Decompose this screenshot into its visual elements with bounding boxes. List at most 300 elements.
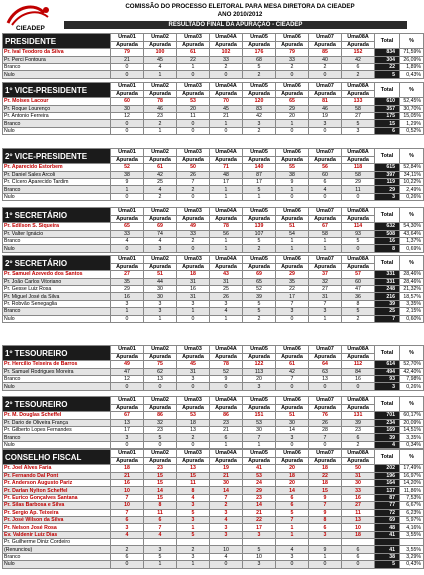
vote-cell: 45 [144, 56, 177, 63]
candidate-name: Pr. Cícero Aparecido Tardim [3, 178, 111, 185]
vote-cell: 81 [309, 98, 342, 105]
percent-cell: 52,84% [400, 164, 424, 171]
total-cell: 202 [375, 465, 400, 472]
vote-cell: 6 [276, 502, 309, 509]
vote-cell: 22 [309, 472, 342, 479]
vote-cell: 5 [243, 186, 276, 193]
vote-cell: 7 [243, 434, 276, 441]
table-row [3, 441, 424, 448]
column-header: Uma04A [210, 346, 243, 354]
vote-cell: 1 [111, 186, 144, 193]
table-row [3, 315, 424, 322]
vote-cell: 2 [243, 315, 276, 322]
candidate-name: Nulo [3, 245, 111, 252]
column-header: Uma08A [342, 83, 375, 91]
vote-cell: 14 [210, 487, 243, 494]
vote-cell: 0 [144, 441, 177, 448]
column-header: Uma01 [111, 397, 144, 405]
percent-cell: 4,16% [400, 524, 424, 531]
vote-cell: 15 [144, 479, 177, 486]
total-cell: 77 [375, 502, 400, 509]
table-row [3, 56, 424, 63]
candidate-name: Nulo [3, 71, 111, 78]
vote-cell: 21 [243, 509, 276, 516]
column-header: Uma07 [309, 397, 342, 405]
vote-cell: 11 [342, 509, 375, 516]
vote-cell: 0 [276, 127, 309, 134]
vote-cell: 33 [111, 230, 144, 237]
candidate-name: Branco [3, 375, 111, 382]
column-header: Uma01 [111, 450, 144, 458]
vote-cell: 67 [111, 412, 144, 419]
vote-cell: 33 [276, 56, 309, 63]
vote-cell: 4 [111, 237, 144, 244]
candidate-name: Pr. Samuel Azevedo dos Santos [3, 271, 111, 278]
vote-cell: 30 [144, 285, 177, 292]
column-header: Uma06 [276, 256, 309, 264]
vote-cell: 18 [309, 479, 342, 486]
vote-cell: 15 [309, 487, 342, 494]
vote-cell: 64 [309, 361, 342, 368]
vote-cell: 6 [342, 553, 375, 560]
total-cell: 7 [375, 315, 400, 322]
vote-cell: 1 [309, 553, 342, 560]
total-cell: 164 [375, 479, 400, 486]
total-cell: 701 [375, 412, 400, 419]
candidate-name: Nulo [3, 193, 111, 200]
vote-cell: 107 [243, 230, 276, 237]
total-cell: 508 [375, 230, 400, 237]
vote-cell: 102 [210, 49, 243, 56]
column-header: Uma03 [177, 208, 210, 216]
vote-cell: 7 [177, 178, 210, 185]
vote-cell [243, 539, 276, 546]
candidate-name: Pr. Anderson Augusto Pariz [3, 479, 111, 486]
vote-cell: 57 [342, 271, 375, 278]
vote-cell: 58 [342, 171, 375, 178]
vote-cell: 42 [276, 368, 309, 375]
table-row [3, 71, 424, 78]
column-subheader: Apurada [210, 353, 243, 361]
percent-cell: 0,60% [400, 315, 424, 322]
table-row [3, 361, 424, 368]
vote-cell: 35 [111, 278, 144, 285]
vote-cell: 11 [144, 509, 177, 516]
vote-cell: 1 [210, 186, 243, 193]
candidate-name: Branco [3, 237, 111, 244]
percent-cell: 1,29% [400, 120, 424, 127]
table-row [3, 178, 424, 185]
percent-cell: 42,40% [400, 368, 424, 375]
total-cell: 175 [375, 112, 400, 119]
column-header: Uma07 [309, 256, 342, 264]
candidate-name: Ev. Valdenir Luiz Dias [3, 531, 111, 538]
vote-cell: 76 [309, 412, 342, 419]
vote-cell: 0 [309, 193, 342, 200]
column-subheader: Apurada [276, 404, 309, 412]
percent-cell: 0,69% [400, 245, 424, 252]
vote-cell: 75 [144, 361, 177, 368]
vote-cell: 58 [342, 105, 375, 112]
total-cell: 39 [375, 300, 400, 307]
total-cell: 29 [375, 186, 400, 193]
vote-cell: 3 [177, 516, 210, 523]
column-subheader: Apurada [276, 41, 309, 49]
vote-cell: 25 [144, 178, 177, 185]
table-row [3, 494, 424, 501]
vote-cell: 3 [210, 300, 243, 307]
percent-cell: 0,34% [400, 441, 424, 448]
vote-cell: 0 [111, 245, 144, 252]
column-subheader: Apurada [309, 457, 342, 465]
vote-cell: 0 [309, 71, 342, 78]
column-header: Uma02 [144, 34, 177, 42]
percent-cell: 16,97% [400, 472, 424, 479]
column-header: Uma01 [111, 208, 144, 216]
vote-cell: 17 [243, 178, 276, 185]
vote-cell: 14 [276, 487, 309, 494]
total-cell: 41 [375, 531, 400, 538]
percent-cell: 43,64% [400, 230, 424, 237]
vote-cell: 27 [111, 271, 144, 278]
vote-cell: 14 [276, 426, 309, 433]
table-row [3, 487, 424, 494]
vote-cell: 4 [276, 546, 309, 553]
vote-cell: 1 [309, 237, 342, 244]
vote-cell [342, 539, 375, 546]
column-header: Uma05 [243, 83, 276, 91]
vote-cell: 13 [309, 375, 342, 382]
percent-cell: 3,55% [400, 546, 424, 553]
vote-cell: 56 [309, 164, 342, 171]
vote-cell: 1 [177, 63, 210, 70]
column-subheader: Apurada [276, 215, 309, 223]
vote-cell: 65 [276, 98, 309, 105]
vote-cell: 1 [144, 71, 177, 78]
vote-cell: 33 [177, 230, 210, 237]
vote-cell: 48 [210, 171, 243, 178]
percent-cell: 0,52% [400, 127, 424, 134]
column-subheader: Apurada [243, 263, 276, 271]
vote-cell: 17 [243, 524, 276, 531]
total-cell: 5 [375, 71, 400, 78]
total-cell: 494 [375, 368, 400, 375]
vote-cell: 17 [210, 178, 243, 185]
percent-header: % [400, 149, 424, 164]
vote-cell: 5 [243, 237, 276, 244]
column-subheader: Apurada [243, 404, 276, 412]
column-subheader: Apurada [210, 263, 243, 271]
table-row [3, 546, 424, 553]
vote-cell: 120 [243, 98, 276, 105]
candidate-name: Pr. Hercílio Teixeira de Barros [3, 361, 111, 368]
vote-cell: 1 [243, 441, 276, 448]
vote-cell: 13 [177, 426, 210, 433]
total-cell: 119 [375, 178, 400, 185]
vote-cell: 6 [342, 434, 375, 441]
column-subheader: Apurada [243, 41, 276, 49]
vote-cell: 7 [309, 502, 342, 509]
vote-cell: 43 [210, 271, 243, 278]
table-row [3, 112, 424, 119]
column-header: Uma07 [309, 149, 342, 157]
vote-cell: 69 [144, 223, 177, 230]
vote-cell: 31 [342, 472, 375, 479]
vote-cell: 131 [342, 412, 375, 419]
column-subheader: Apurada [177, 353, 210, 361]
vote-cell: 20 [243, 375, 276, 382]
vote-cell: 67 [309, 223, 342, 230]
vote-cell: 8 [342, 300, 375, 307]
vote-cell: 19 [210, 465, 243, 472]
total-cell: 39 [375, 434, 400, 441]
vote-cell: 0 [111, 315, 144, 322]
vote-cell: 53 [177, 98, 210, 105]
total-cell: 196 [375, 472, 400, 479]
vote-cell: 60 [309, 171, 342, 178]
vote-cell: 5 [144, 553, 177, 560]
vote-cell: 0 [111, 441, 144, 448]
table-row [3, 98, 424, 105]
vote-cell: 9 [309, 509, 342, 516]
column-header: Uma02 [144, 149, 177, 157]
column-header: Uma02 [144, 83, 177, 91]
vote-cell: 85 [309, 49, 342, 56]
vote-cell: 33 [210, 56, 243, 63]
vote-cell: 19 [309, 112, 342, 119]
vote-cell: 5 [177, 531, 210, 538]
column-subheader: Apurada [210, 156, 243, 164]
column-subheader: Apurada [309, 90, 342, 98]
candidate-name: Pr. Silas Barbosa e Silva [3, 502, 111, 509]
column-subheader: Apurada [342, 90, 375, 98]
percent-cell: 28,46% [400, 271, 424, 278]
percent-cell: 28,46% [400, 278, 424, 285]
vote-cell: 3 [309, 308, 342, 315]
vote-cell: 23 [342, 426, 375, 433]
vote-cell: 0 [309, 561, 342, 568]
vote-cell: 35 [276, 278, 309, 285]
vote-cell: 6 [144, 516, 177, 523]
column-header: Uma01 [111, 83, 144, 91]
cieadep-logo [2, 1, 62, 31]
vote-cell: 4 [309, 186, 342, 193]
column-header: Uma05 [243, 450, 276, 458]
vote-cell: 53 [243, 472, 276, 479]
vote-cell: 1 [144, 315, 177, 322]
column-header: Uma05 [243, 397, 276, 405]
column-header: Uma03 [177, 256, 210, 264]
vote-cell: 3 [276, 434, 309, 441]
vote-cell: 26 [210, 293, 243, 300]
column-subheader: Apurada [111, 457, 144, 465]
vote-cell: 0 [276, 71, 309, 78]
vote-cell: 7 [276, 375, 309, 382]
vote-cell: 112 [342, 361, 375, 368]
column-header: Uma08A [342, 346, 375, 354]
table-row [3, 383, 424, 390]
vote-cell: 133 [342, 98, 375, 105]
vote-cell: 100 [144, 49, 177, 56]
column-header: Uma04A [210, 34, 243, 42]
column-subheader: Apurada [111, 353, 144, 361]
vote-cell: 7 [144, 524, 177, 531]
document-heading [80, 3, 400, 18]
total-cell: 216 [375, 293, 400, 300]
percent-cell: 3,55% [400, 531, 424, 538]
vote-cell: 1 [177, 561, 210, 568]
vote-cell: 0 [276, 383, 309, 390]
table-row [3, 502, 424, 509]
total-header: Total [375, 346, 400, 361]
vote-cell: 5 [342, 308, 375, 315]
vote-cell: 32 [309, 278, 342, 285]
table-row [3, 49, 424, 56]
vote-cell: 3 [309, 531, 342, 538]
vote-cell: 65 [243, 278, 276, 285]
candidate-name: Pr. Miguel José da Silva [3, 293, 111, 300]
column-subheader: Apurada [309, 404, 342, 412]
vote-cell: 0 [111, 71, 144, 78]
column-header: Uma05 [243, 346, 276, 354]
vote-cell: 55 [276, 164, 309, 171]
vote-cell: 8 [177, 487, 210, 494]
vote-cell: 2 [177, 186, 210, 193]
heading-line-2: ANO 2010/2012 [217, 10, 263, 18]
vote-cell: 44 [144, 278, 177, 285]
total-cell: 357 [375, 105, 400, 112]
vote-cell: 26 [177, 171, 210, 178]
vote-cell: 21 [210, 472, 243, 479]
column-subheader: Apurada [177, 90, 210, 98]
vote-cell: 71 [210, 164, 243, 171]
percent-header: % [400, 83, 424, 98]
vote-cell: 9 [309, 494, 342, 501]
vote-cell: 23 [144, 426, 177, 433]
vote-cell: 3 [144, 300, 177, 307]
vote-cell: 0 [210, 383, 243, 390]
vote-cell: 68 [243, 56, 276, 63]
vote-cell: 0 [111, 383, 144, 390]
column-header: Uma07 [309, 450, 342, 458]
vote-cell: 4 [177, 494, 210, 501]
vote-cell: 5 [243, 546, 276, 553]
column-subheader: Apurada [210, 457, 243, 465]
column-header: Uma05 [243, 34, 276, 42]
vote-cell: 1 [276, 237, 309, 244]
vote-cell: 32 [144, 419, 177, 426]
total-cell: 331 [375, 278, 400, 285]
vote-cell: 30 [276, 419, 309, 426]
vote-cell: 3 [111, 524, 144, 531]
candidate-name: Pr. Ival Teodoro da Silva [3, 49, 111, 56]
column-subheader: Apurada [276, 263, 309, 271]
vote-cell: 31 [177, 278, 210, 285]
vote-cell: 122 [243, 361, 276, 368]
vote-cell: 2 [342, 71, 375, 78]
vote-cell: 3 [243, 561, 276, 568]
vote-cell: 13 [111, 419, 144, 426]
vote-cell: 2 [243, 71, 276, 78]
vote-cell: 17 [111, 426, 144, 433]
vote-cell: 0 [177, 441, 210, 448]
vote-cell: 87 [243, 171, 276, 178]
candidate-name: Pr. Aparecido Estorbem [3, 164, 111, 171]
vote-cell: 4 [111, 531, 144, 538]
vote-cell: 2 [177, 434, 210, 441]
candidate-name: Pr. Nelson José Rosa [3, 524, 111, 531]
vote-cell: 18 [177, 271, 210, 278]
percent-header: % [400, 34, 424, 49]
vote-cell: 31 [210, 278, 243, 285]
percent-cell: 3,29% [400, 553, 424, 560]
percent-cell: 34,11% [400, 171, 424, 178]
table-row [3, 561, 424, 568]
vote-cell: 63 [309, 368, 342, 375]
vote-cell: 3 [177, 502, 210, 509]
column-subheader: Apurada [144, 263, 177, 271]
vote-cell: 31 [177, 368, 210, 375]
vote-cell: 39 [342, 419, 375, 426]
vote-cell: 4 [210, 516, 243, 523]
vote-cell: 78 [210, 223, 243, 230]
vote-cell: 47 [342, 285, 375, 292]
total-cell: 610 [375, 98, 400, 105]
column-header: Uma02 [144, 256, 177, 264]
vote-cell [111, 539, 144, 546]
vote-cell: 52 [243, 285, 276, 292]
vote-cell: 118 [342, 164, 375, 171]
column-header: Uma04A [210, 83, 243, 91]
table-row [3, 105, 424, 112]
vote-cell: 16 [342, 494, 375, 501]
column-header: Uma03 [177, 149, 210, 157]
vote-cell: 45 [177, 361, 210, 368]
vote-cell: 61 [177, 49, 210, 56]
vote-cell [144, 539, 177, 546]
total-cell: 397 [375, 171, 400, 178]
vote-cell: 52 [210, 368, 243, 375]
vote-cell: 5 [243, 300, 276, 307]
section-title: 2º TESOUREIRO [3, 397, 111, 412]
vote-cell: 6 [111, 553, 144, 560]
total-cell: 3 [375, 193, 400, 200]
percent-cell: 52,70% [400, 361, 424, 368]
column-subheader: Apurada [210, 90, 243, 98]
total-cell: 25 [375, 308, 400, 315]
column-subheader: Apurada [276, 353, 309, 361]
vote-cell: 0 [309, 383, 342, 390]
section-title: PRESIDENTE [3, 34, 111, 49]
vote-cell: 49 [111, 361, 144, 368]
vote-cell: 22 [177, 56, 210, 63]
vote-cell: 2 [309, 63, 342, 70]
column-header: Uma01 [111, 256, 144, 264]
vote-cell: 30 [210, 479, 243, 486]
vote-cell: 36 [342, 293, 375, 300]
percent-cell: 1,89% [400, 63, 424, 70]
vote-cell: 11 [177, 479, 210, 486]
column-header: Uma01 [111, 346, 144, 354]
vote-cell: 0 [177, 71, 210, 78]
vote-cell: 29 [111, 285, 144, 292]
candidate-name: Pr. Eurico Gonçalves Santana [3, 494, 111, 501]
column-subheader: Apurada [243, 353, 276, 361]
total-cell: 137 [375, 487, 400, 494]
table-row [3, 293, 424, 300]
column-header: Uma03 [177, 397, 210, 405]
table-row [3, 308, 424, 315]
